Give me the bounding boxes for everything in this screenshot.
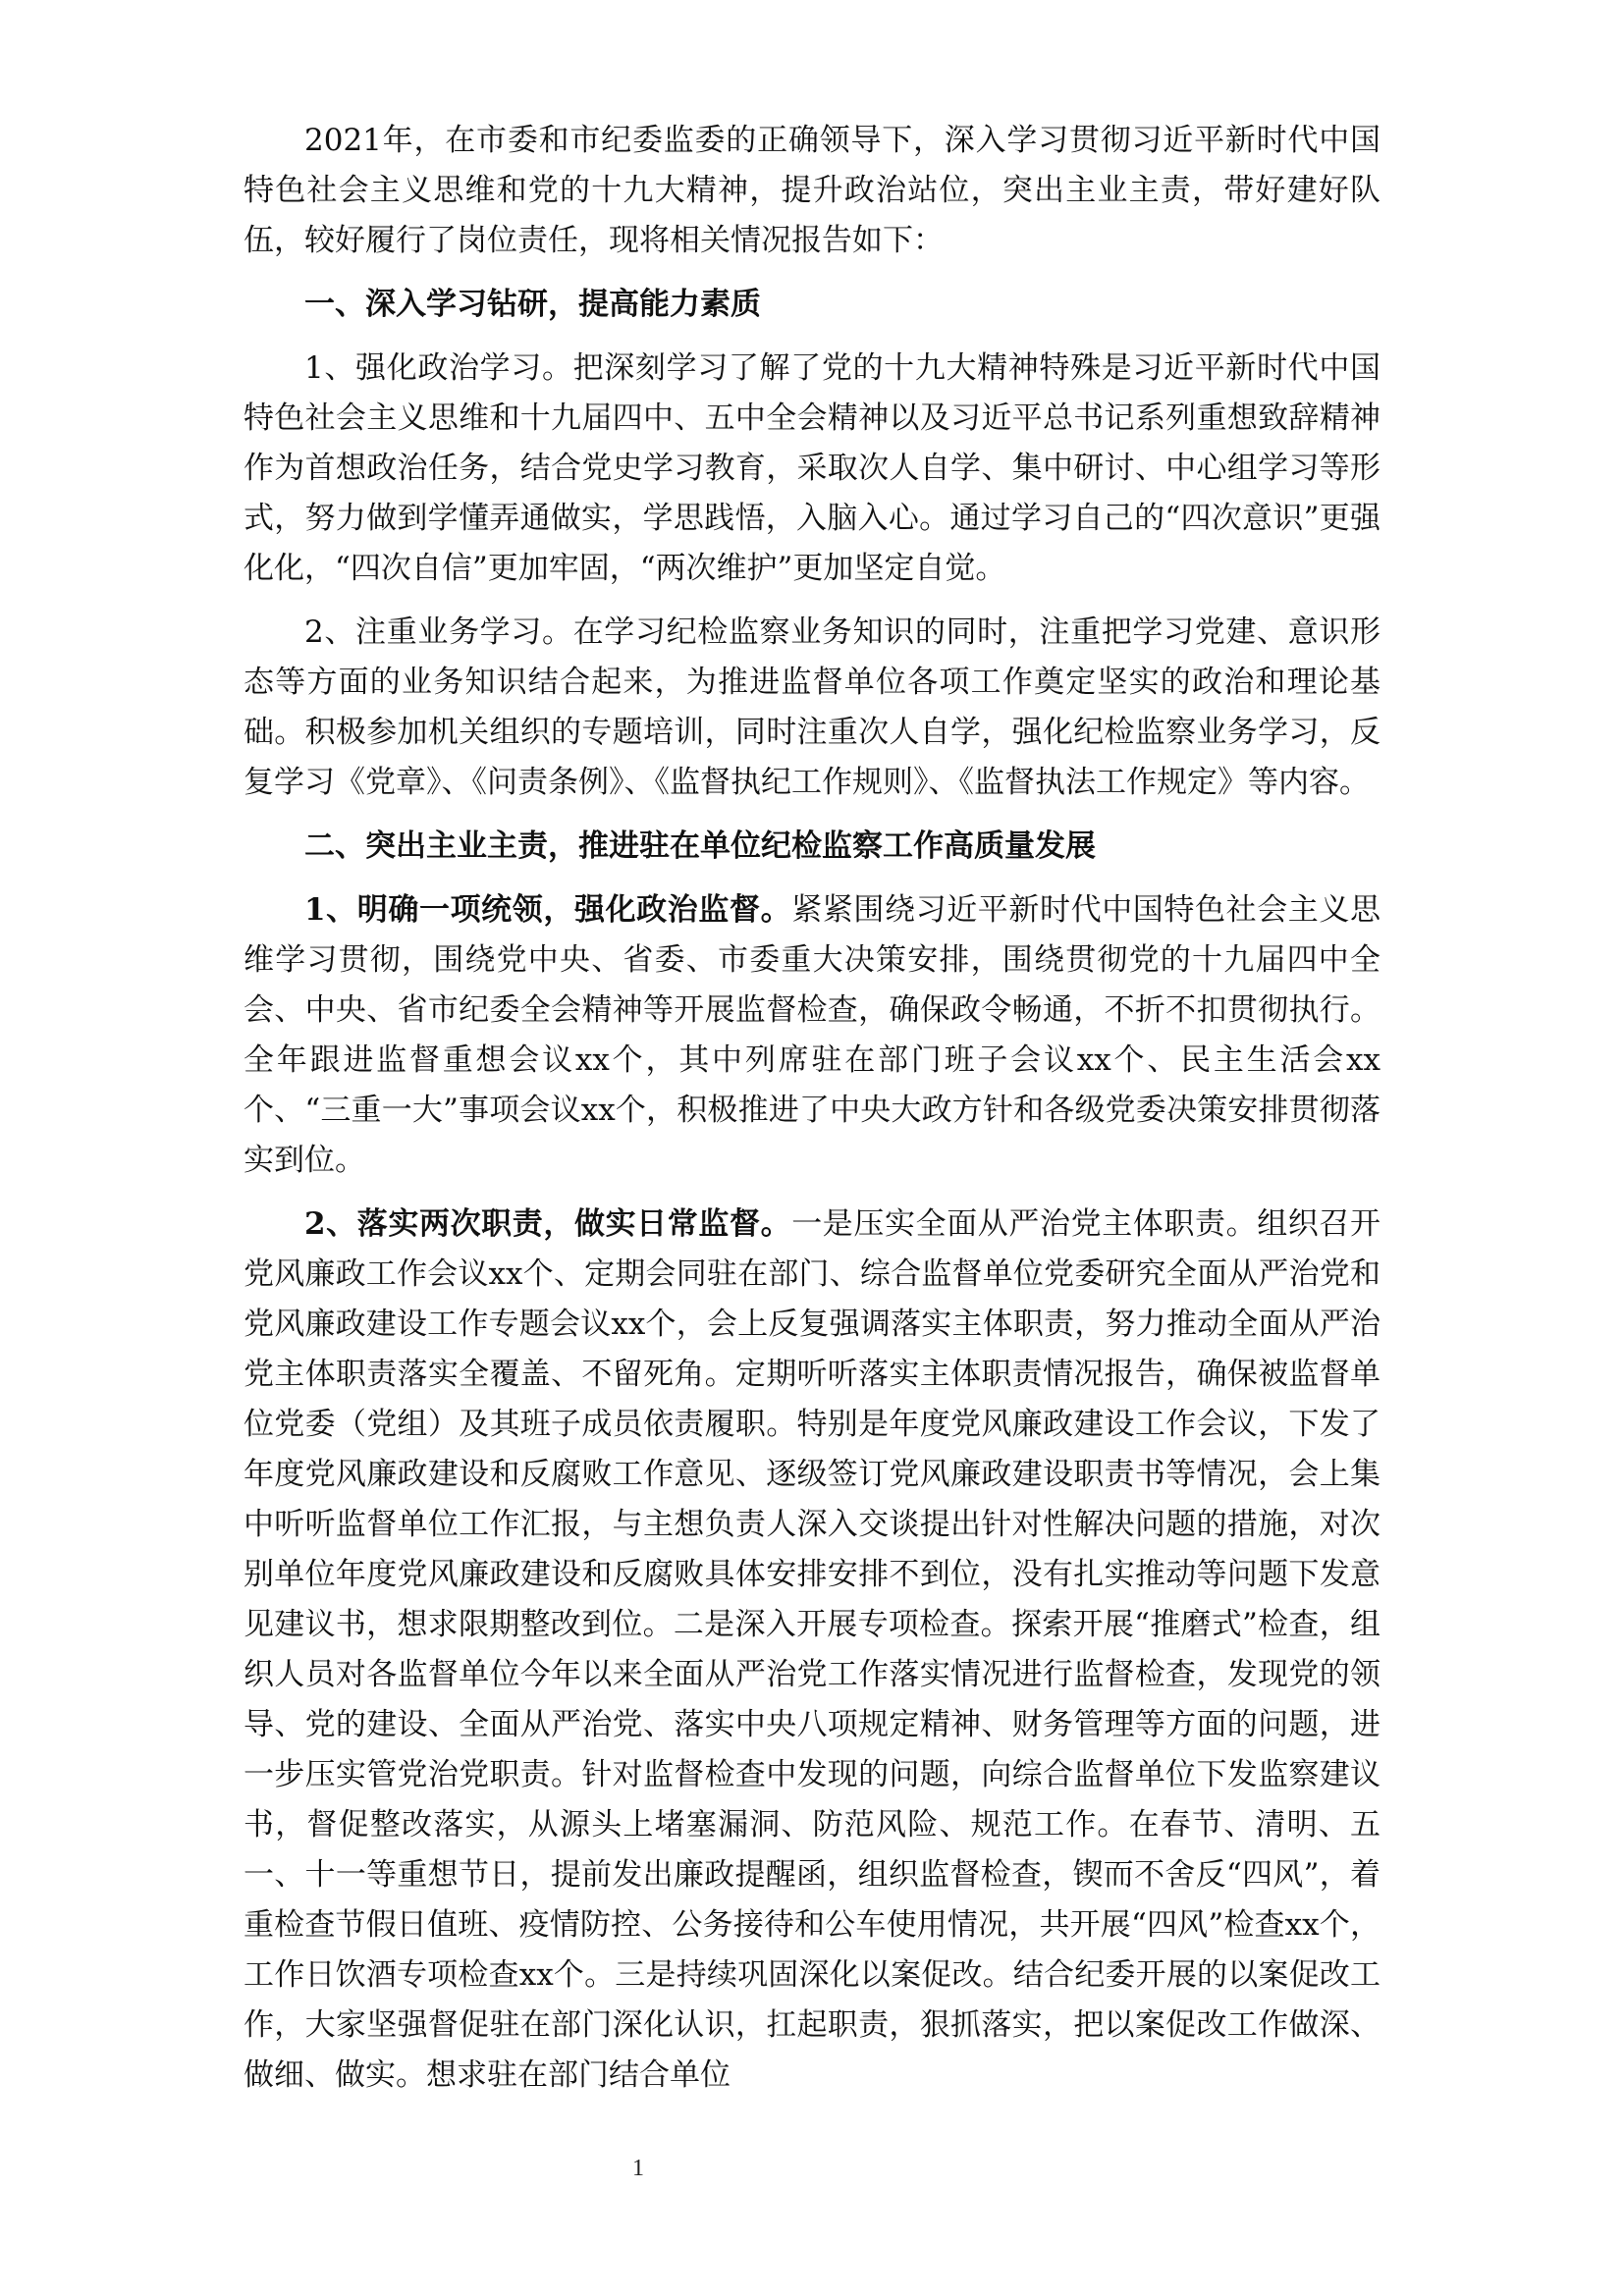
section-heading-1: 一、深入学习钻研，提高能力素质 <box>304 287 761 322</box>
page-number: 1 <box>632 2156 644 2181</box>
section-heading-2: 二、突出主业主责，推进驻在单位纪检监察工作高质量发展 <box>304 828 1096 864</box>
paragraph-political-supervision <box>244 885 1380 1186</box>
paragraph-business-study: 2、注重业务学习。在学习纪检监察业务知识的同时，注重把学习党建、意识形态等方面的业务知识结合起来，为推进监督单位各项工作奠定坚实的政治和理论基础。积极参加机关组织的专题培训，同时注重次人自学，强化纪检监察业务学习，反复学习《党章》、《问责条例》、《监督执纪工作规则》、《监督执法工作规定》等内容。 <box>244 614 1380 800</box>
document-body <box>244 116 1380 2101</box>
paragraph-daily-supervision <box>244 1200 1380 2101</box>
paragraph-political-study: 1、强化政治学习。把深刻学习了解了党的十九大精神特殊是习近平新时代中国特色社会主义思维和十九届四中、五中全会精神以及习近平总书记系列重想致辞精神作为首想政治任务，结合党史学习教育，采取次人自学、集中研讨、中心组学习等形式，努力做到学懂弄通做实，学思践悟，入脑入心。通过学习自己的“四次意识”更强化化，“四次自信”更加牢固，“两次维护”更加坚定自觉。 <box>244 350 1380 586</box>
paragraph-content: 一是压实全面从严治党主体职责。组织召开党风廉政工作会议xx个、定期会同驻在部门、综合监督单位党委研究全面从严治党和党风廉政建设工作专题会议xx个，会上反复强调落实主体职责，努力推动全面从严治党主体职责落实全覆盖、不留死角。定期听听落实主体职责情况报告，确保被监督单位党委（党组）及其班子成员依责履职。特别是年度党风廉政建设工作会议，下发了年度党风廉政建设和反腐败工作意见、逐级签订党风廉政建设职责书等情况，会上集中听听监督单位工作汇报，与主想负责人深入交谈提出针对性解决问题的措施，对次别单位年度党风廉政建设和反腐败具体安排安排不到位，没有扎实推动等问题下发意见建议书，想求限期整改到位。二是深入开展专项检查。探索开展“推磨式”检查，组织人员对各监督单位今年以来全面从严治党工作落实情况进行监督检查，发现党的领导、党的建设、全面从严治党、落实中央八项规定精神、财务管理等方面的问题，进一步压实管党治党职责。针对监督检查中发现的问题，向综合监督单位下发监察建议书，督促整改落实，从源头上堵塞漏洞、防范风险、规范工作。在春节、清明、五一、十一等重想节日，提前发出廉政提醒函，组织监督检查，锲而不舍反“四风”，着重检查节假日值班、疫情防控、公务接待和公车使用情况，共开展“四风”检查xx个，工作日饮酒专项检查xx个。三是持续巩固深化以案促改。结合纪委开展的以案促改工作，大家坚强督促驻在部门深化认识，扛起职责，狠抓落实，把以案促改工作做深、做细、做实。想求驻在部门结合单位 <box>244 1206 1380 2093</box>
paragraph-lead: 1、明确一项统领，强化政治监督。 <box>304 892 792 928</box>
paragraph-lead: 2、落实两次职责，做实日常监督。 <box>304 1206 792 1242</box>
paragraph-content: 紧紧围绕习近平新时代中国特色社会主义思维学习贯彻，围绕党中央、省委、市委重大决策安排，围绕贯彻党的十九届四中全会、中央、省市纪委全会精神等开展监督检查，确保政令畅通，不折不扣贯彻执行。全年跟进监督重想会议xx个，其中列席驻在部门班子会议xx个、民主生活会xx个、“三重一大”事项会议xx个，积极推进了中央大政方针和各级党委决策安排贯彻落实到位。 <box>244 892 1380 1178</box>
paragraph-intro: 2021年，在市委和市纪委监委的正确领导下，深入学习贯彻习近平新时代中国特色社会主义思维和党的十九大精神，提升政治站位，突出主业主责，带好建好队伍，较好履行了岗位责任，现将相关情况报告如下： <box>244 123 1380 258</box>
